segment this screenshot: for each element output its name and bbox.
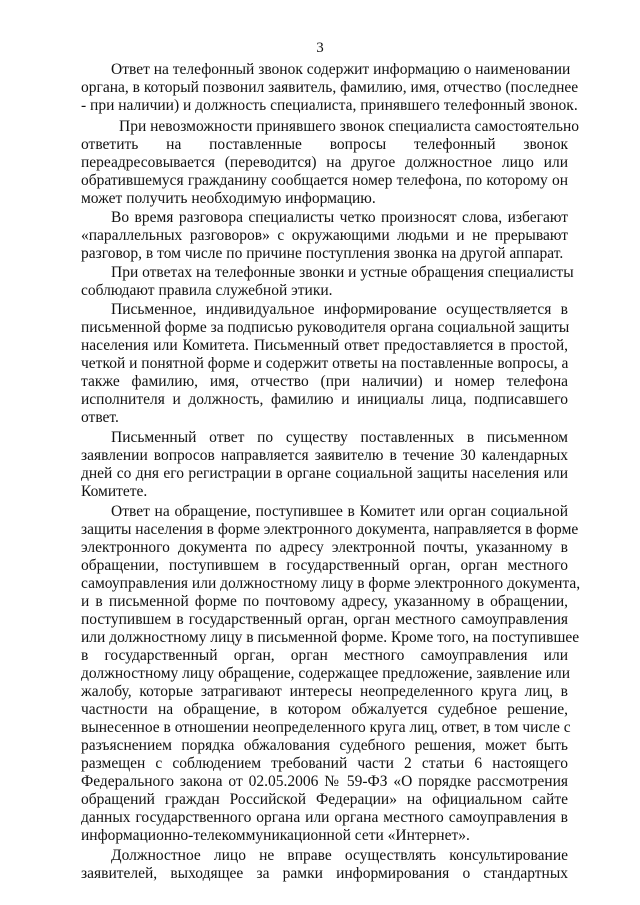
text-line: дней со дня его регистрации в органе социальной защиты населения или (81, 465, 568, 482)
text-line: «параллельных разговоров» с окружающими людьми и не прерывают (81, 227, 568, 244)
text-line: может получить необходимую информацию. (81, 190, 376, 207)
text-line: в государственный орган, орган местного самоуправления или (81, 647, 568, 664)
text-line: частности на обращение, в котором обжалуется судебное решение, (81, 701, 568, 718)
text-line: также фамилию, имя, отчество (при наличии) и номер телефона (81, 373, 568, 390)
text-line: ответ. (81, 409, 119, 426)
text-line: жалобу, которые затрагивают интересы неопределенного круга лиц, в (81, 683, 568, 700)
text-line: и в письменной форме по почтовому адресу, указанному в обращении, (81, 593, 568, 610)
text-line: Должностное лицо не вправе осуществлять консультирование (111, 847, 568, 864)
text-line: вынесенное в отношении неопределенного круга лиц, ответ, в том числе с (81, 719, 571, 736)
text-line: письменной форме за подписью руководителя органа социальной защиты (81, 319, 570, 336)
text-line: ответить на поставленные вопросы телефонный звонок (81, 136, 568, 153)
text-line: - при наличии) и должность специалиста, принявшего телефонный звонок. (81, 97, 578, 114)
text-line: или должностному лицу в письменной форме. Кроме того, на поступившее (81, 629, 580, 646)
text-line: обратившемуся гражданину сообщается номер телефона, по которому он (81, 172, 568, 189)
text-line: При невозможности принявшего звонок специалиста самостоятельно (119, 118, 580, 135)
text-line: Письменный ответ по существу поставленных в письменном (111, 429, 568, 446)
text-line: разъяснением порядка обжалования судебного решения, может быть (81, 737, 568, 754)
text-line: Ответ на обращение, поступившее в Комитет или орган социальной (111, 503, 568, 520)
text-line: размещен с соблюдением требований части 2 статьи 6 настоящего (81, 755, 568, 772)
text-line: соблюдают правила служебной этики. (81, 282, 333, 299)
text-line: Комитете. (81, 483, 148, 500)
text-line: Во время разговора специалисты четко произносят слова, избегают (111, 209, 568, 226)
text-line: заявлении вопросов направляется заявителю в течение 30 календарных (81, 447, 568, 464)
text-line: органа, в который позвонил заявитель, фамилию, имя, отчество (последнее (81, 79, 579, 96)
text-line: разговор, в том числе по причине поступления звонка на другой аппарат. (81, 245, 564, 262)
text-line: Ответ на телефонный звонок содержит информацию о наименовании (111, 61, 571, 78)
text-line: должностному лицу обращение, содержащее предложение, заявление или (81, 665, 571, 682)
text-line: населения или Комитета. Письменный ответ предоставляется в простой, (81, 337, 568, 354)
text-line: данных государственного органа или органа местного самоуправления в (81, 809, 568, 826)
text-line: информационно-телекоммуникационной сети «Интернет». (81, 827, 470, 844)
text-line: самоуправления или должностному лицу в форме электронного документа, (81, 575, 581, 592)
text-line: При ответах на телефонные звонки и устные обращения специалисты (111, 264, 574, 281)
text-line: исполнителя и должность, фамилию и инициалы лица, подписавшего (81, 391, 568, 408)
text-line: заявителей, выходящее за рамки информирования о стандартных (81, 865, 568, 882)
text-line: обращении, поступившем в государственный орган, орган местного (81, 557, 568, 574)
text-line: Письменное, индивидуальное информирование осуществляется в (111, 301, 568, 318)
text-line: обращений граждан Российской Федерации» на официальном сайте (81, 791, 568, 808)
text-line: защиты населения в форме электронного документа, направляется в форме (81, 521, 579, 538)
text-line: поступившем в государственный орган, орган местного самоуправления (81, 611, 568, 628)
text-line: Федерального закона от 02.05.2006 № 59-ФЗ «О порядке рассмотрения (81, 773, 568, 790)
text-line: четкой и понятной форме и содержит ответы на поставленные вопросы, а (81, 355, 569, 372)
page-number: 3 (316, 40, 324, 56)
text-line: переадресовывается (переводится) на другое должностное лицо или (81, 154, 568, 171)
text-line: электронного документа по адресу электронной почты, указанному в (81, 539, 568, 556)
